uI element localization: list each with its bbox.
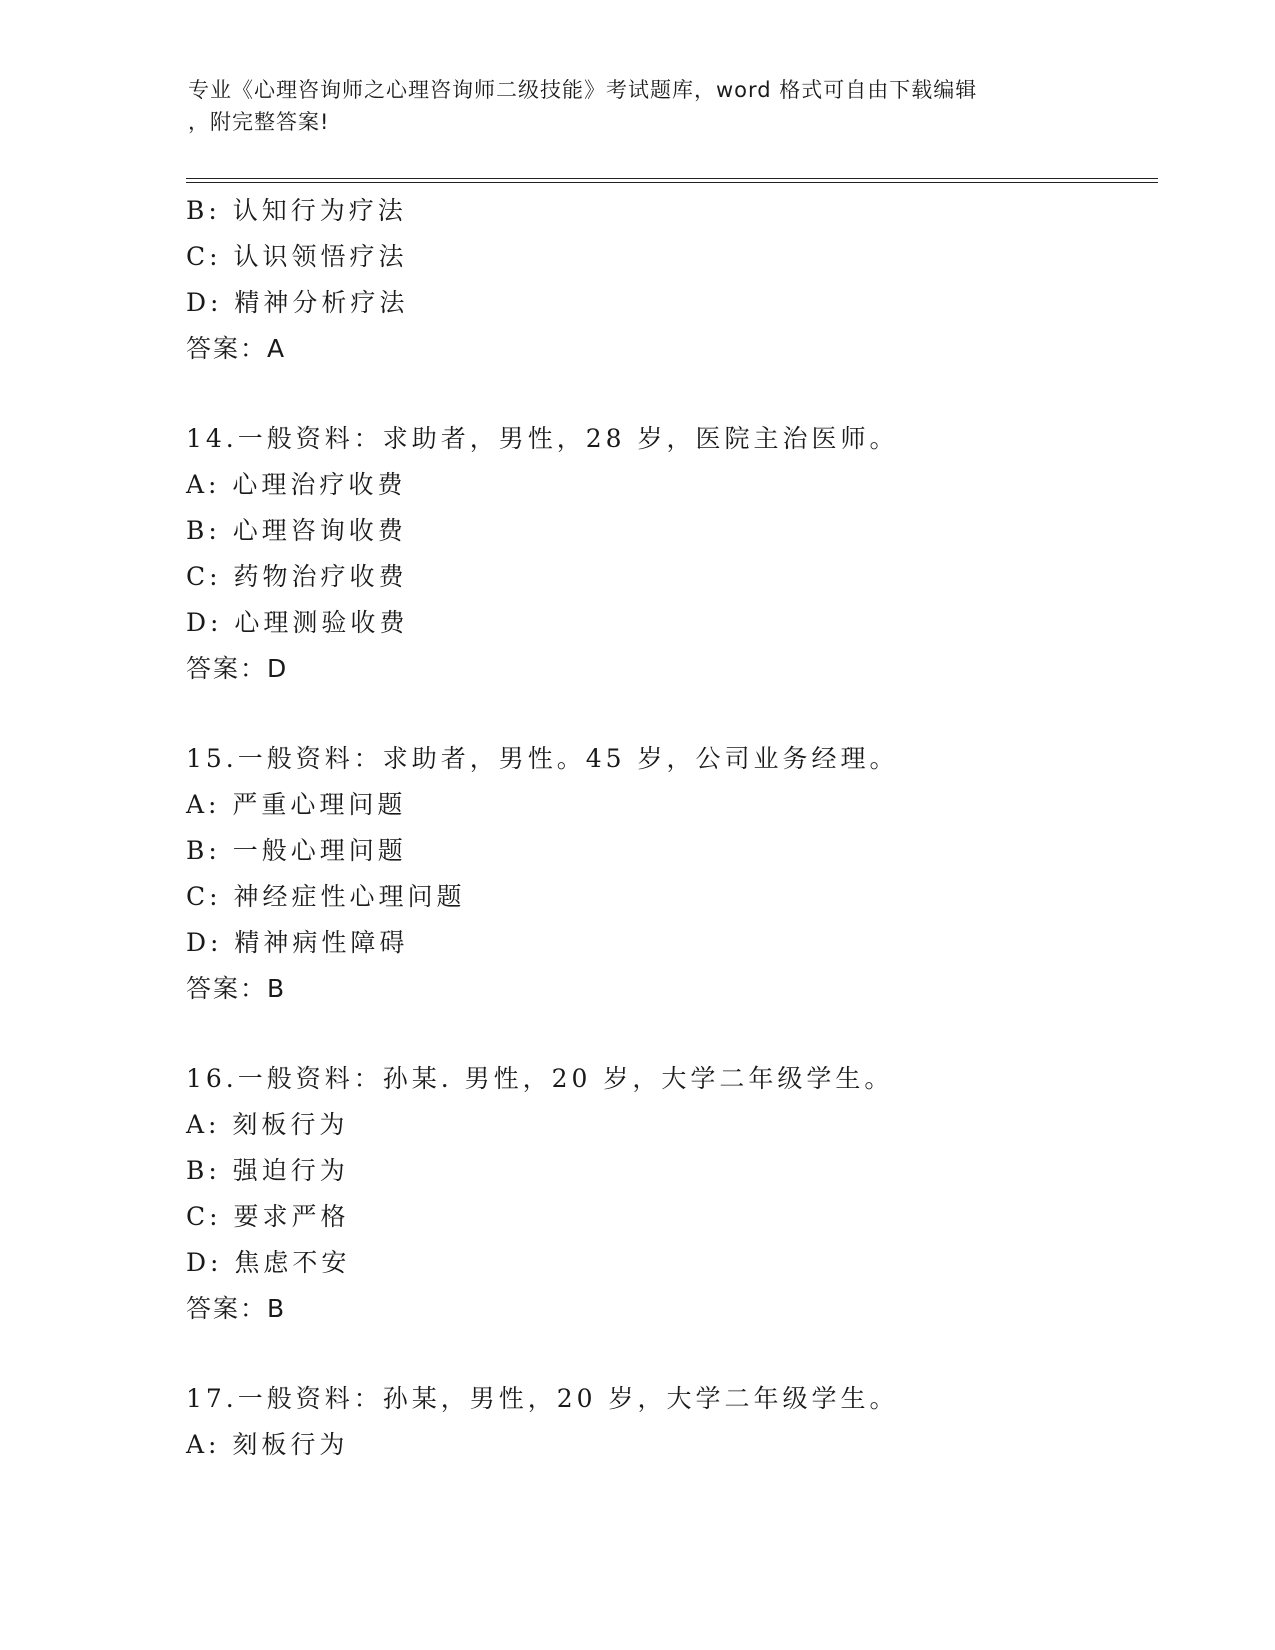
question-list	[186, 188, 1136, 1468]
option-c: C: 药物治疗收费	[186, 562, 408, 591]
spacer	[186, 372, 1136, 416]
spacer	[186, 692, 1136, 736]
option-c: C: 认识领悟疗法	[186, 242, 408, 271]
question-14	[186, 416, 1136, 692]
question-13-tail	[186, 188, 1136, 372]
header-divider-bottom	[186, 182, 1158, 183]
option-d: D: 焦虑不安	[186, 1248, 351, 1277]
option-c: C: 要求严格	[186, 1202, 350, 1231]
answer: 答案：B	[186, 974, 287, 1003]
option-b: B: 认知行为疗法	[186, 196, 407, 225]
option-c: C: 神经症性心理问题	[186, 882, 466, 911]
option-a: A: 刻板行为	[186, 1110, 349, 1139]
option-a: A: 心理治疗收费	[186, 470, 407, 499]
option-b: B: 一般心理问题	[186, 836, 407, 865]
option-b: B: 心理咨询收费	[186, 516, 407, 545]
header-divider-top	[186, 178, 1158, 179]
document-header	[188, 74, 1088, 138]
question-stem: 16.一般资料：孙某. 男性，20 岁，大学二年级学生。	[186, 1064, 894, 1093]
header-line-1: 专业《心理咨询师之心理咨询师二级技能》考试题库，word 格式可自由下载编辑	[188, 78, 978, 102]
question-stem: 14.一般资料：求助者，男性，28 岁，医院主治医师。	[186, 424, 899, 453]
option-d: D: 精神分析疗法	[186, 288, 409, 317]
question-15	[186, 736, 1136, 1012]
option-d: D: 心理测验收费	[186, 608, 409, 637]
spacer	[186, 1012, 1136, 1056]
question-16	[186, 1056, 1136, 1332]
answer: 答案：B	[186, 1294, 287, 1323]
answer: 答案：D	[186, 654, 289, 683]
answer: 答案：A	[186, 334, 287, 363]
option-a: A: 刻板行为	[186, 1430, 349, 1459]
spacer	[186, 1332, 1136, 1376]
question-17	[186, 1376, 1136, 1468]
header-line-2: ，附完整答案!	[188, 110, 330, 134]
option-a: A: 严重心理问题	[186, 790, 407, 819]
question-stem: 17.一般资料：孙某，男性，20 岁，大学二年级学生。	[186, 1384, 899, 1413]
option-d: D: 精神病性障碍	[186, 928, 409, 957]
option-b: B: 强迫行为	[186, 1156, 349, 1185]
question-stem: 15.一般资料：求助者，男性。45 岁，公司业务经理。	[186, 744, 899, 773]
